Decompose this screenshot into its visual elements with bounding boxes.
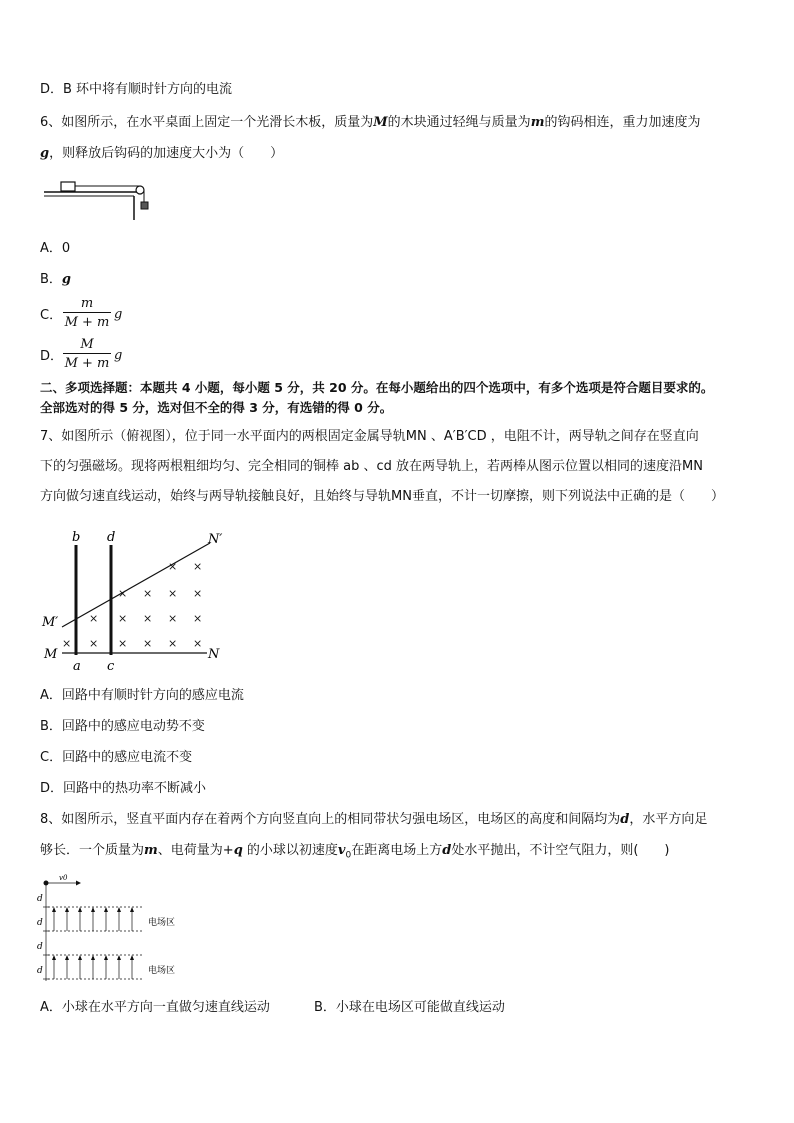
field-region-2	[48, 955, 142, 979]
magnetic-field-marks	[62, 560, 202, 650]
field-x: ×	[168, 637, 178, 650]
q6-option-a: A．0	[40, 241, 71, 256]
label-m: M	[44, 647, 58, 662]
q6-stem-line1: 6、如图所示，在水平桌面上固定一个光滑长木板，质量为M的木块通过轻绳与质量为m的钩码相连，重力加速度为	[40, 115, 701, 130]
label-v0: v0	[59, 874, 68, 882]
field-x: ×	[143, 612, 153, 625]
field-x: ×	[62, 637, 72, 650]
field-region-1	[48, 907, 142, 931]
label-d: d	[107, 530, 116, 545]
label-d: d	[37, 966, 43, 976]
q7-stem-line3: 方向做匀速直线运动，始终与两导轨接触良好，且始终与导轨MN垂直，不计一切摩擦，则下列说法中正确的是（ ）	[40, 489, 724, 504]
q5-option-d: D．B 环中将有顺时针方向的电流	[40, 82, 233, 97]
q6-option-c-g: g	[114, 307, 123, 322]
field-region-2-label: 电场区	[148, 966, 176, 976]
q6-stem-line2: g，则释放后钩码的加速度大小为（ ）	[40, 146, 284, 161]
field-region-1-label: 电场区	[148, 918, 176, 928]
label-d: d	[37, 942, 43, 952]
label-b: b	[72, 530, 81, 545]
label-m-prime: M′	[42, 615, 59, 630]
q8-figure	[34, 871, 194, 986]
field-x: ×	[118, 612, 128, 625]
label-n: N	[208, 647, 220, 662]
field-x: ×	[143, 587, 153, 600]
q7-option-b: B．回路中的感应电动势不变	[40, 719, 205, 734]
label-n-prime: N′	[208, 532, 223, 547]
q7-stem-line2: 下的匀强磁场。现将两根粗细均匀、完全相同的铜棒 ab 、cd 放在两导轨上，若两棒从图示位置以相同的速度沿MN	[40, 459, 703, 474]
rail-mprime-nprime	[62, 543, 210, 627]
q8-stem-line2: 够长．一个质量为m、电荷量为+q 的小球以初速度$v_0$在距离电场上方d处水平抛出，不计空气阻力，则( )	[40, 843, 670, 861]
q8-stem-line1: 8、如图所示，竖直平面内存在着两个方向竖直向上的相同带状匀强电场区，电场区的高度和间隔均为d，水平方向足	[40, 812, 708, 827]
q7-option-a: A．回路中有顺时针方向的感应电流	[40, 688, 244, 703]
q6-option-d-label: D．	[40, 349, 64, 364]
field-x: ×	[118, 637, 128, 650]
field-x: ×	[89, 612, 99, 625]
field-x: ×	[168, 560, 178, 573]
q7-stem-line1: 7、如图所示（俯视图），位于同一水平面内的两根固定金属导轨MN 、A′B′CD ，电阻不计，两导轨之间存在竖直向	[40, 429, 699, 444]
q8-option-b: B．小球在电场区可能做直线运动	[314, 1000, 505, 1015]
field-x: ×	[193, 612, 203, 625]
field-x: ×	[118, 587, 128, 600]
field-x: ×	[89, 637, 99, 650]
section2-header-line1: 二、多项选择题：本题共 4 小题，每小题 5 分，共 20 分。在每小题给出的四个选项中，有多个选项是符合题目要求的。	[40, 380, 714, 395]
q8-option-a: A．小球在水平方向一直做匀速直线运动	[40, 1000, 270, 1015]
section2-header-line2: 全部选对的得 5 分，选对但不全的得 3 分，有选错的得 0 分。	[40, 400, 393, 415]
label-d: d	[37, 918, 43, 928]
q6-option-b: B．g	[40, 272, 72, 287]
field-x: ×	[168, 587, 178, 600]
field-x: ×	[193, 560, 203, 573]
field-x: ×	[143, 637, 153, 650]
q7-option-d: D．回路中的热功率不断减小	[40, 781, 207, 796]
label-c: c	[107, 659, 115, 674]
q6-figure	[40, 172, 160, 222]
label-a: a	[73, 659, 81, 674]
field-x: ×	[193, 587, 203, 600]
label-d: d	[37, 894, 43, 904]
q6-option-c-label: C．	[40, 308, 63, 323]
q7-option-c: C．回路中的感应电流不变	[40, 750, 193, 765]
field-x: ×	[193, 637, 203, 650]
q6-option-d-g: g	[114, 348, 123, 363]
q7-figure	[40, 525, 240, 675]
field-x: ×	[168, 612, 178, 625]
